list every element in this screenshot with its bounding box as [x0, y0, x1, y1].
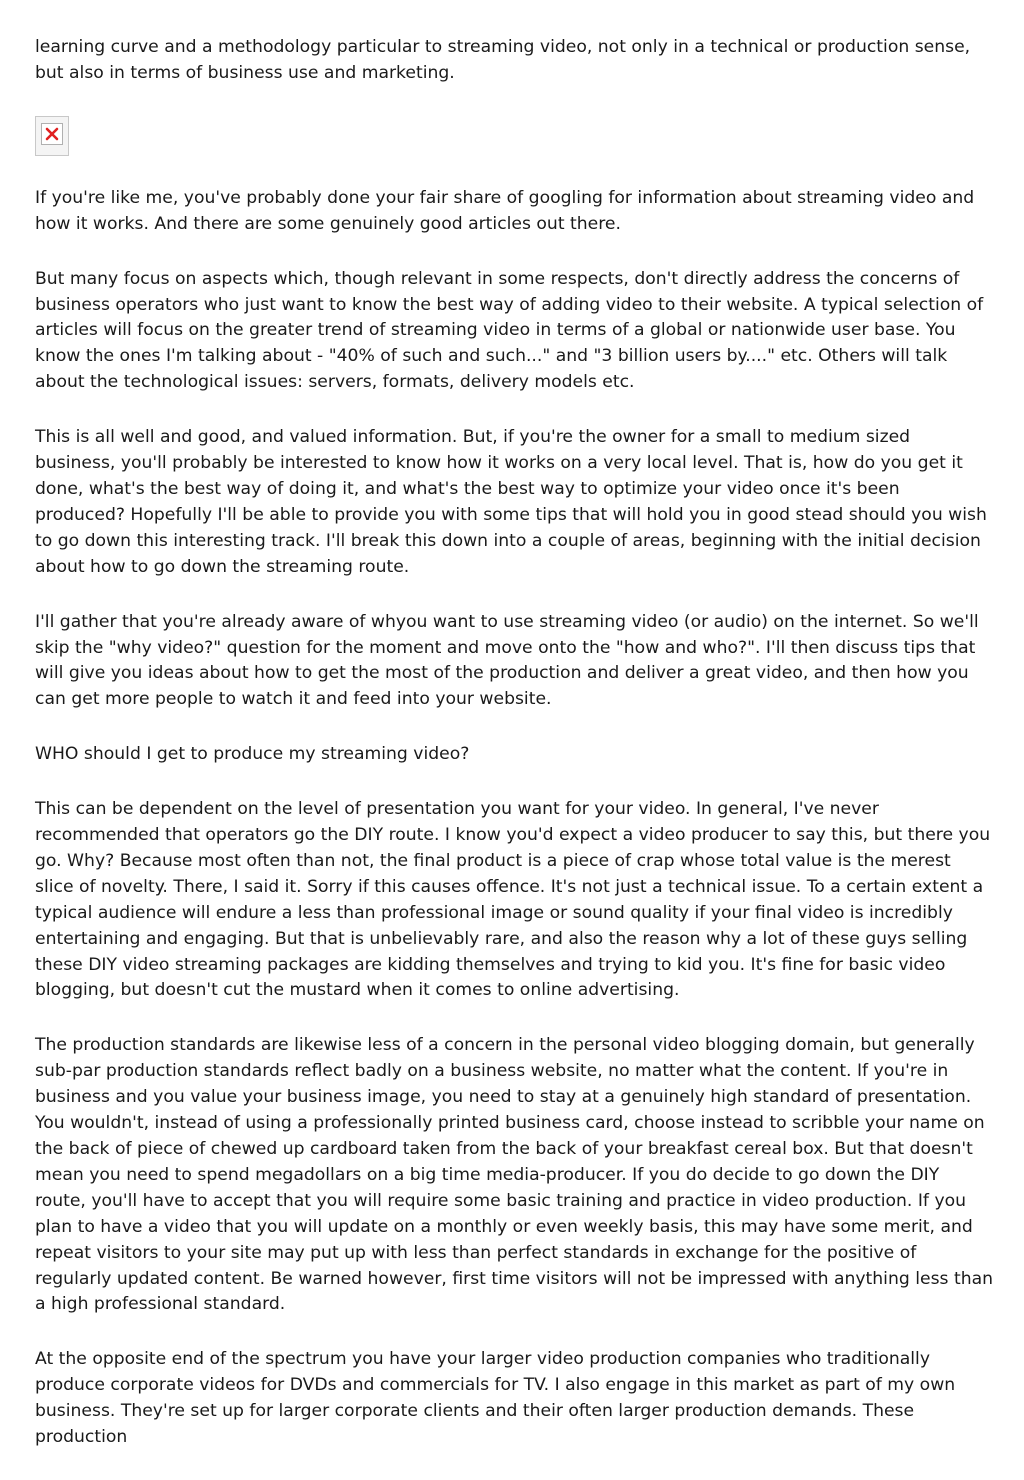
paragraph-opposite-end: At the opposite end of the spectrum you have your larger video production companies who traditionally produce corporate videos for DVDs and commercials for TV. I also engage in this market as part of my own business. They're set up for larger corporate clients and their often larger production demands. These production [35, 1349, 956, 1448]
broken-image-placeholder [35, 116, 71, 158]
section-heading-who: WHO should I get to produce my streaming video? [35, 744, 470, 765]
paragraph-presentation-level: This can be dependent on the level of presentation you want for your video. In general, I've never recommended that operators go the DIY route. I know you'd expect a video producer to say this, but there you go. Why? Because most often than not, the final product is a piece of crap whose total value is the merest slice of novelty. There, I said it. Sorry if this causes offence. It's not just a technical issue. To a certain extent a typical audience will endure a less than professional image or sound quality if your final video is incredibly entertaining and engaging. But that is unbelievably rare, and also the reason why a lot of these guys selling these DIY video streaming packages are kidding themselves and trying to kid you. It's fine for basic video blogging, but doesn't cut the mustard when it comes to online advertising. [35, 799, 991, 1001]
paragraph-googling: If you're like me, you've probably done your fair share of googling for information about streaming video and how it works. And there are some genuinely good articles out there. [35, 187, 975, 234]
paragraph-local-level: This is all well and good, and valued information. But, if you're the owner for a small to medium sized business, you'll probably be interested to know how it works on a very local level. That is, how do you get it done, what's the best way of doing it, and what's the best way to optimize your video once it's been produced? Hopefully I'll be able to provide you with some tips that will hold you in good stead should you wish to go down this interesting track. I'll break this down into a couple of areas, beginning with the initial decision about how to go down the streaming route. [35, 427, 987, 577]
paragraph-why-video: I'll gather that you're already aware of whyou want to use streaming video (or audio) on the internet. So we'll skip the "why video?" question for the moment and move onto the "how and who?". I'll then discuss tips that will give you ideas about how to get the most of the production and deliver a great video, and then how you can get more people to watch it and feed into your website. [35, 611, 979, 710]
paragraph-intro-continued: learning curve and a methodology particular to streaming video, not only in a technical or production sense, but also in terms of business use and marketing. [35, 37, 971, 83]
broken-image-icon [35, 116, 69, 156]
document-body [35, 35, 993, 1480]
paragraph-production-standards: The production standards are likewise less of a concern in the personal video blogging domain, but generally sub-par production standards reflect badly on a business website, no matter what the content. If you're in business and you value your business image, you need to stay at a genuinely high standard of presentation. You wouldn't, instead of using a professionally printed business card, choose instead to scribble your name on the back of piece of chewed up cardboard taken from the back of your breakfast cereal box. But that doesn't mean you need to spend megadollars on a big time media-producer. If you do decide to go down the DIY route, you'll have to accept that you will require some basic training and practice in video production. If you plan to have a video that you will update on a monthly or even weekly basis, this may have some merit, and repeat visitors to your site may put up with less than perfect standards in exchange for the positive of regularly updated content. Be warned however, first time visitors will not be impressed with anything less than a high professional standard. [35, 1035, 994, 1315]
paragraph-focus-aspects: But many focus on aspects which, though relevant in some respects, don't directly address the concerns of business operators who just want to know the best way of adding video to their website. A typical selection of articles will focus on the greater trend of streaming video in terms of a global or nationwide user base. You know the ones I'm talking about - "40% of such and such..." and "3 billion users by...." etc. Others will talk about the technological issues: servers, formats, delivery models etc. [35, 268, 984, 393]
